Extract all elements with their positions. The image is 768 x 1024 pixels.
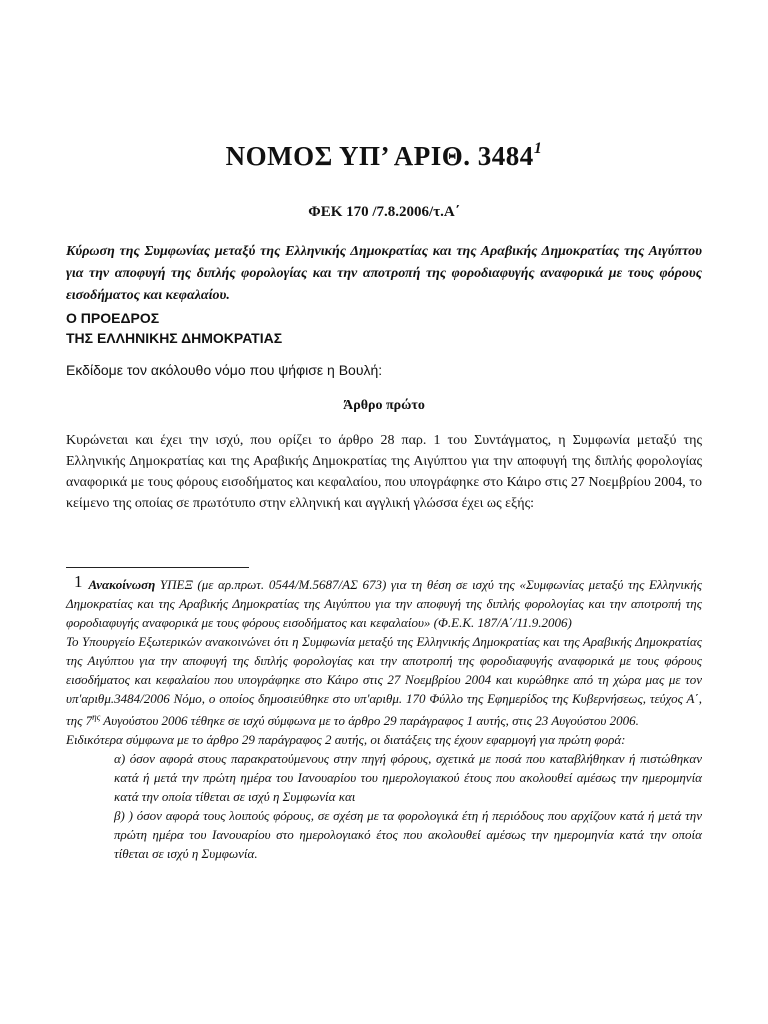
- president-line-2: ΤΗΣ ΕΛΛΗΝΙΚΗΣ ΔΗΜΟΚΡΑΤΙΑΣ: [66, 330, 283, 346]
- footnote-text-2b: Αυγούστου 2006 τέθηκε σε ισχύ σύμφωνα με το άρθρο 29 παράγραφος 1 αυτής, στις 23 Αυγούστου 2006.: [100, 713, 639, 728]
- article-text: Κυρώνεται και έχει την ισχύ, που ορίζει το άρθρο 28 παρ. 1 του Συντάγματος, η Συμφωνία μεταξύ της Ελληνικής Δημοκρατίας και της Αραβικής Δημοκρατίας της Αιγύπτου για την αποφυγή της διπλής φορολογίας αναφορικά με τους φόρους εισοδήματος και κεφαλαίου, που υπογράφηκε στο Κάιρο στις 27 Νοεμβρίου 2004, το κείμενο της οποίας σε πρωτότυπο στην ελληνική και αγγλική γλώσσα έχει ως εξής:: [66, 433, 702, 511]
- footnote-item-b: β) ) όσον αφορά τους λοιπούς φόρους, σε σχέση με τα φορολογικά έτη ή περιόδους που αρχίζουν κατά ή μετά την πρώτη ημέρα του Ιανουαρίου στο ημερολογιακό έτος που ακολουθεί αμέσως την ημερομηνία κατά την οποία τίθεται σε ισχύ η Συμφωνία.: [114, 808, 702, 861]
- footnote-paragraph-3: Ειδικότερα σύμφωνα με το άρθρο 29 παράγραφος 2 αυτής, οι διατάξεις της έχουν εφαρμογή για πρώτη φορά:: [66, 732, 626, 747]
- law-summary: Κύρωση της Συμφωνίας μεταξύ της Ελληνικής Δημοκρατίας και της Αραβικής Δημοκρατίας της Αιγύπτου για την αποφυγή της διπλής φορολογίας και την αποτροπή της φοροδιαφυγής αναφορικά με τους φόρους εισοδήματος και κεφαλαίου.: [66, 244, 702, 303]
- footnote-reference[interactable]: 1: [533, 140, 543, 157]
- president-line-1: Ο ΠΡΟΕΔΡΟΣ: [66, 310, 160, 326]
- footnote-paragraph-1: [66, 572, 702, 632]
- footnote-ordinal-suffix: ης: [92, 712, 101, 722]
- footnote-separator: [66, 567, 249, 568]
- article-title: Άρθρο πρώτο: [343, 398, 425, 413]
- law-title: [0, 140, 768, 172]
- president-heading: [66, 308, 702, 348]
- footnote-text-2a: Το Υπουργείο Εξωτερικών ανακοινώνει ότι η Συμφωνία μεταξύ της Ελληνικής Δημοκρατίας και της Αραβικής Δημοκρατίας της Αιγύπτου για την αποφυγή της διπλής φορολογίας και την αποτροπή της φοροδιαφυγής αναφορικά με τους φόρους εισοδήματος και κεφαλαίου που υπογράφηκε στο Κάιρο στις 27 Νοεμβρίου 2004 και κυρώθηκε από τη χώρα μας με τον υπ'αριθμ.3484/2006 Νόμο, ο οποίος δημοσιεύθηκε στο υπ'αριθμ. 170 Φύλλο της Εφημερίδος της Κυβερνήσεως, τεύχος Α΄, της 7: [66, 634, 702, 728]
- decree-statement: Εκδίδομε τον ακόλουθο νόμο που ψήφισε η Βουλή:: [66, 362, 383, 378]
- footnote-label: Ανακοίνωση: [88, 577, 156, 592]
- gazette-reference: ΦΕΚ 170 /7.8.2006/τ.Α΄: [308, 204, 460, 220]
- footnote-text-1: ΥΠΕΞ (με αρ.πρωτ. 0544/Μ.5687/ΑΣ 673) για τη θέση σε ισχύ της «Συμφωνίας μεταξύ της Ελληνικής Δημοκρατίας και της Αραβικής Δημοκρατίας της Αιγύπτου για την αποφυγή της διπλής φορολογίας και την αποτροπή της φοροδιαφυγής αναφορικά με τους φόρους εισοδήματος και κεφαλαίου» (Φ.Ε.Κ. 187/Α΄/11.9.2006): [66, 577, 703, 630]
- footnote-paragraph-2: [66, 632, 702, 730]
- law-title-text: ΝΟΜΟΣ ΥΠ’ ΑΡΙΘ. 3484: [225, 141, 534, 171]
- footnote-number: 1: [74, 572, 83, 591]
- footnote-item-a: α) όσον αφορά στους παρακρατούμενους στην πηγή φόρους, σχετικά με ποσά που καταβλήθηκαν ή πιστώθηκαν κατά ή μετά την πρώτη ημέρα του Ιανουαρίου του ημερολογιακού έτους που ακολουθεί αμέσως την ημερομηνία κατά την οποία τίθεται σε ισχύ η Συμφωνία και: [114, 751, 702, 804]
- footnote: [66, 572, 702, 863]
